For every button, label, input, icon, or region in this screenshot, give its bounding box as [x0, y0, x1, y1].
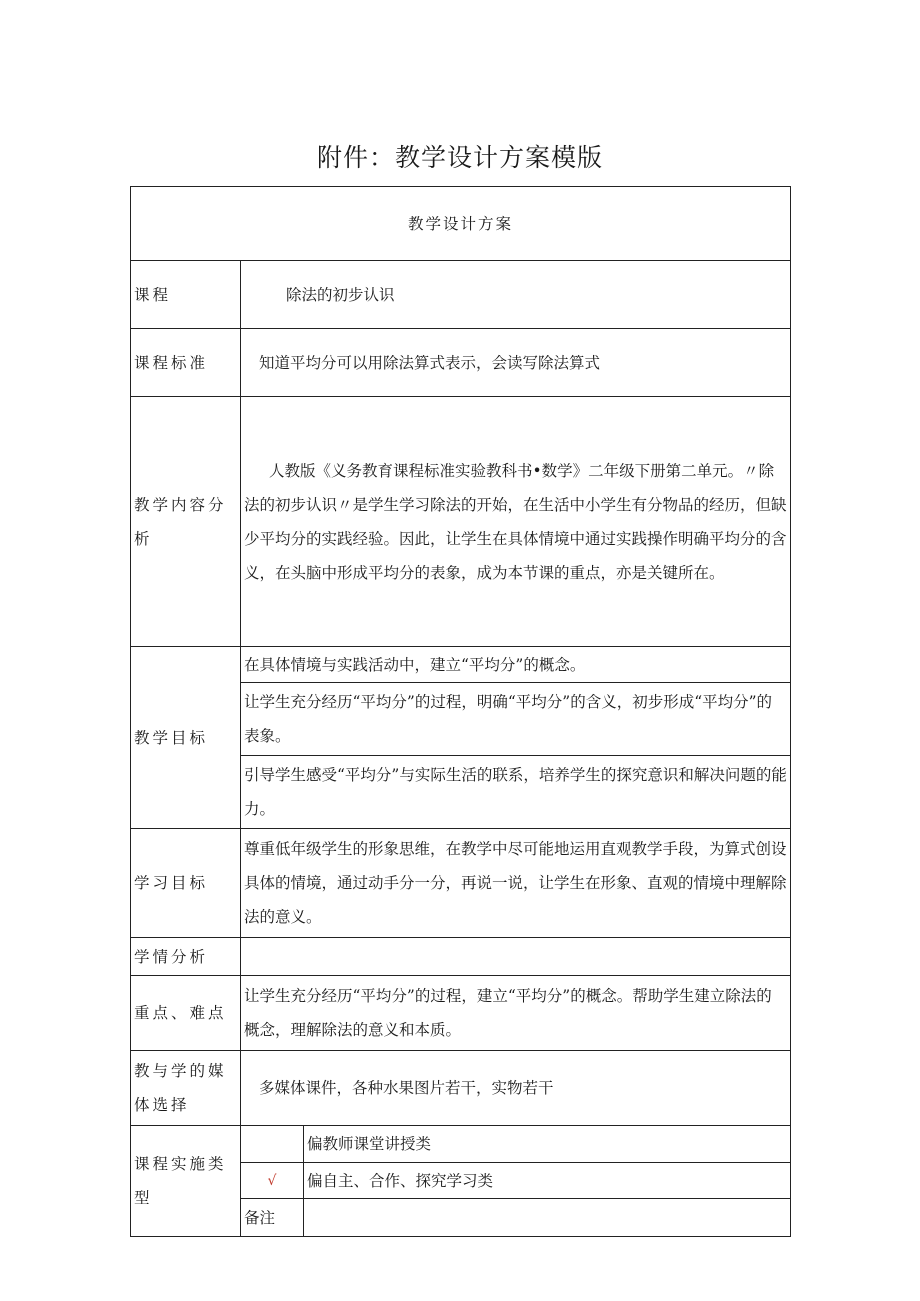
- learner-analysis-label: 学情分析: [131, 938, 241, 976]
- learning-goals-value: 尊重低年级学生的形象思维，在教学中尽可能地运用直观教学手段，为算式创设具体的情境，通过动手分一分，再说一说，让学生在形象、直观的情境中理解除法的意义。: [241, 829, 791, 938]
- standard-label: 课程标准: [131, 329, 241, 397]
- document-title: 附件：教学设计方案模版: [316, 143, 603, 172]
- content-analysis-value: 人教版《义务教育课程标准实验教科书•数学》二年级下册第二单元。〃除法的初步认识〃是学生学习除法的开始，在生活中小学生有分物品的经历，但缺少平均分的实践经验。因此，让学生在具体情境中通过实践操作明确平均分的含义，在头脑中形成平均分的表象，成为本节课的重点，亦是关键所在。: [241, 397, 791, 647]
- implementation-option-2: 偏自主、合作、探究学习类: [304, 1163, 791, 1199]
- course-value: 除法的初步认识: [241, 261, 791, 329]
- teaching-plan-table: [130, 186, 791, 1237]
- content-analysis-row: [131, 397, 791, 647]
- key-points-label: 重点、难点: [131, 976, 241, 1051]
- learning-goals-label: 学习目标: [131, 829, 241, 938]
- remark-value: [304, 1199, 791, 1237]
- implementation-label: 课程实施类型: [131, 1126, 241, 1237]
- table-header: 教学设计方案: [131, 187, 791, 261]
- media-value: 多媒体课件，各种水果图片若干，实物若干: [241, 1051, 791, 1126]
- remark-label: 备注: [241, 1199, 304, 1237]
- teaching-goal-item: 在具体情境与实践活动中，建立“平均分”的概念。: [241, 647, 791, 683]
- implementation-check-1[interactable]: [241, 1126, 304, 1163]
- teaching-goals-label: 教学目标: [131, 647, 241, 829]
- content-analysis-label: 教学内容分析: [131, 397, 241, 647]
- implementation-option-1: 偏教师课堂讲授类: [304, 1126, 791, 1163]
- standard-value: 知道平均分可以用除法算式表示，会读写除法算式: [241, 329, 791, 397]
- implementation-row-1: [131, 1126, 791, 1163]
- media-label: 教与学的媒体选择: [131, 1051, 241, 1126]
- course-label: 课程: [131, 261, 241, 329]
- key-points-value: 让学生充分经历“平均分”的过程，建立“平均分”的概念。帮助学生建立除法的概念，理解除法的意义和本质。: [241, 976, 791, 1051]
- standard-row: [131, 329, 791, 397]
- media-row: [131, 1051, 791, 1126]
- teaching-goal-item: 让学生充分经历“平均分”的过程，明确“平均分”的含义，初步形成“平均分”的表象。: [241, 683, 791, 756]
- teaching-goal-item: 引导学生感受“平均分”与实际生活的联系，培养学生的探究意识和解决问题的能力。: [241, 756, 791, 829]
- learner-analysis-row: [131, 938, 791, 976]
- key-points-row: [131, 976, 791, 1051]
- teaching-goal-row-1: [131, 647, 791, 683]
- learning-goals-row: [131, 829, 791, 938]
- learner-analysis-value: [241, 938, 791, 976]
- implementation-check-2[interactable]: √: [241, 1163, 304, 1199]
- header-row: [131, 187, 791, 261]
- course-row: [131, 261, 791, 329]
